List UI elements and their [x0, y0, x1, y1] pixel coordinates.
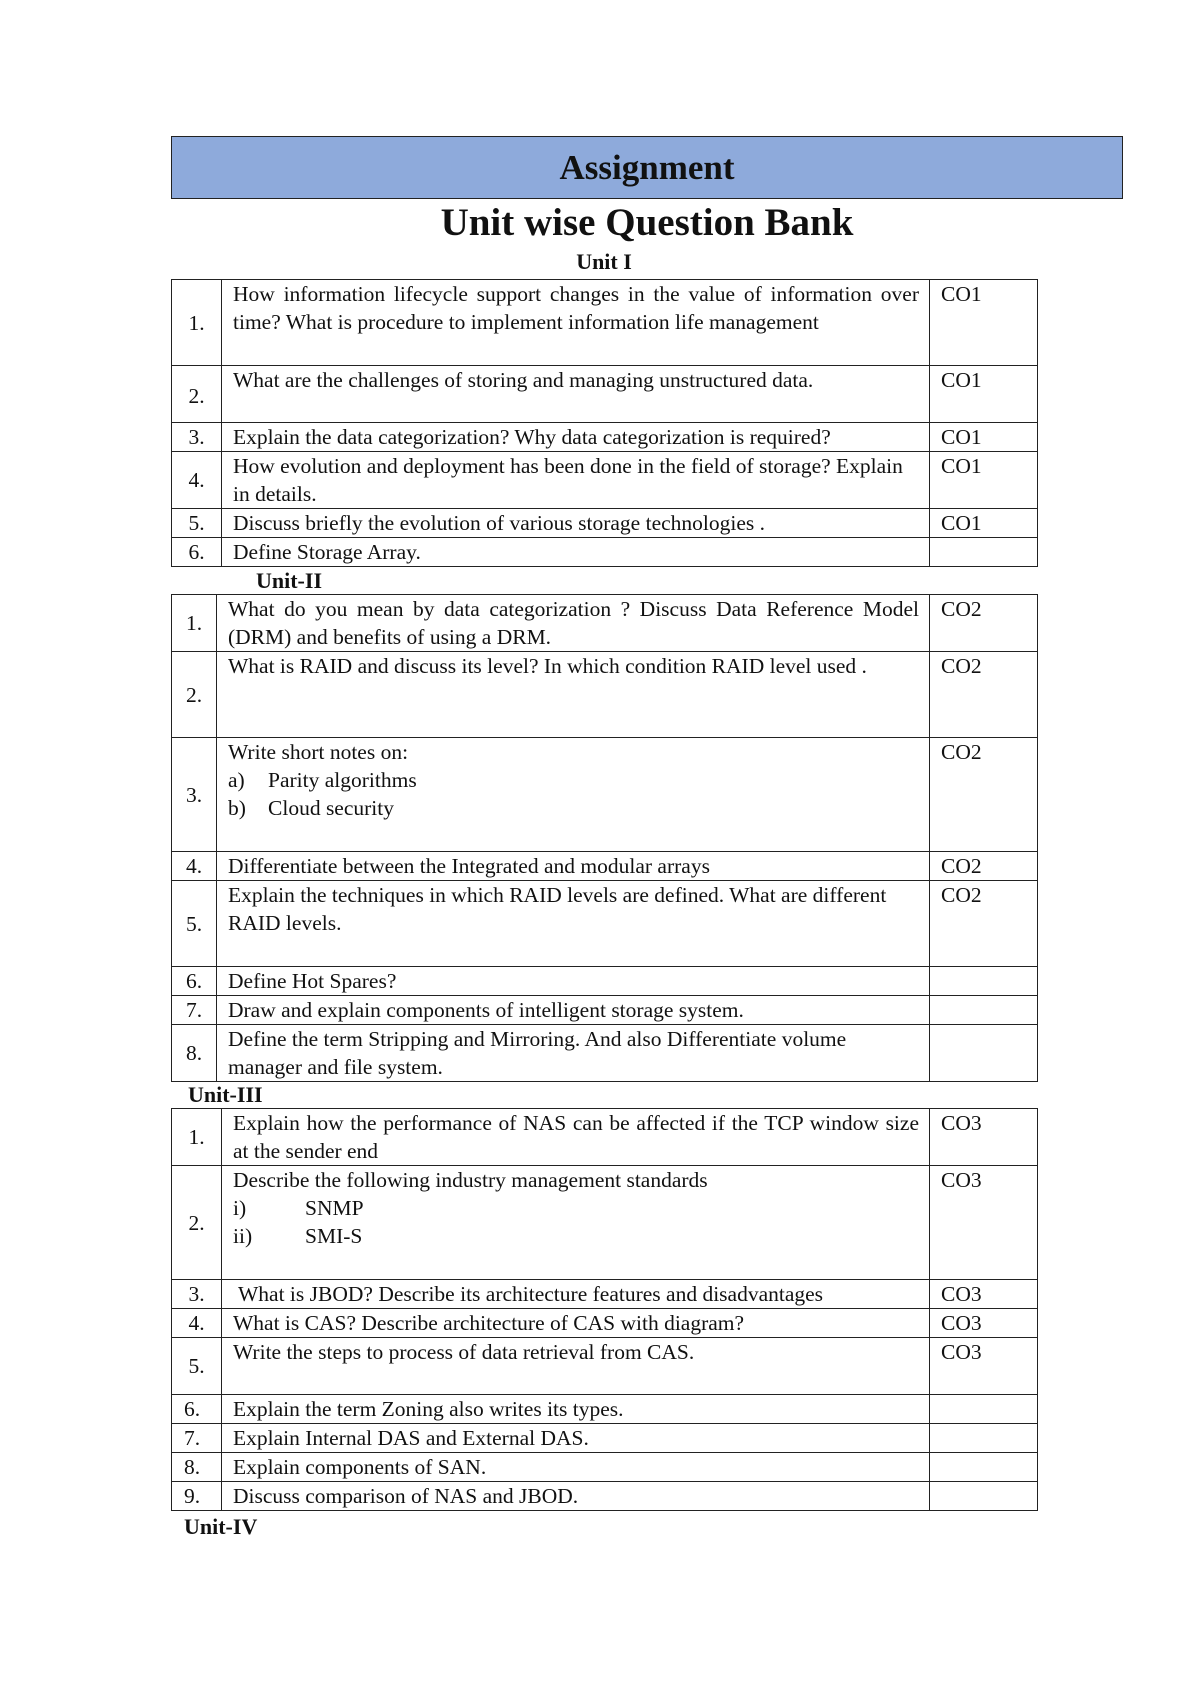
assignment-banner [171, 136, 1123, 199]
table-row [172, 1395, 1038, 1424]
table-row [172, 1025, 1038, 1082]
question-number: 2. [172, 652, 217, 738]
question-number: 6. [172, 538, 222, 567]
question-number: 6. [172, 1395, 222, 1424]
course-outcome [930, 996, 1038, 1025]
course-outcome: CO1 [930, 366, 1038, 423]
table-row [172, 509, 1038, 538]
table-row [172, 366, 1038, 423]
question-text: Write the steps to process of data retrieval from CAS. [222, 1338, 930, 1395]
question-text: Explain the techniques in which RAID levels are defined. What are different RAID levels. [217, 881, 930, 967]
course-outcome [930, 1025, 1038, 1082]
question-number: 4. [172, 1309, 222, 1338]
sub-item [233, 1194, 919, 1222]
unit-heading: Unit I [576, 249, 632, 274]
sub-item-marker: i) [233, 1196, 247, 1220]
question-text: Discuss comparison of NAS and JBOD. [222, 1482, 930, 1511]
question-number: 4. [172, 852, 217, 881]
question-text: Explain components of SAN. [222, 1453, 930, 1482]
sub-item-marker: b) [228, 796, 246, 820]
course-outcome [930, 538, 1038, 567]
question-text: Define Storage Array. [222, 538, 930, 567]
question-text: How information lifecycle support changes in the value of information over time? What is procedure to implement information life management [222, 280, 930, 366]
course-outcome [930, 1482, 1038, 1511]
question-number: 8. [172, 1453, 222, 1482]
question-text: What do you mean by data categorization ? Discuss Data Reference Model (DRM) and benefits of using a DRM. [217, 595, 930, 652]
question-number: 5. [172, 509, 222, 538]
question-intro: Write short notes on: [228, 740, 409, 764]
question-number: 1. [172, 595, 217, 652]
table-row [172, 452, 1038, 509]
table-row [172, 280, 1038, 366]
course-outcome: CO2 [930, 852, 1038, 881]
question-number: 1. [172, 280, 222, 366]
question-number: 5. [172, 1338, 222, 1395]
question-text: What is CAS? Describe architecture of CAS with diagram? [222, 1309, 930, 1338]
question-number: 6. [172, 967, 217, 996]
question-text: Differentiate between the Integrated and modular arrays [217, 852, 930, 881]
course-outcome [930, 1424, 1038, 1453]
sub-item [228, 766, 919, 794]
question-text: Discuss briefly the evolution of various storage technologies . [222, 509, 930, 538]
table-row [172, 1424, 1038, 1453]
unit-heading: Unit-II [256, 568, 323, 593]
table-row [172, 1109, 1038, 1166]
question-number: 7. [172, 1424, 222, 1453]
question-text [222, 1166, 930, 1280]
course-outcome: CO2 [930, 738, 1038, 852]
table-row [172, 738, 1038, 852]
page-title: Unit wise Question Bank [440, 201, 854, 244]
question-text: What is RAID and discuss its level? In which condition RAID level used . [217, 652, 930, 738]
course-outcome [930, 1453, 1038, 1482]
course-outcome [930, 967, 1038, 996]
question-text: Explain Internal DAS and External DAS. [222, 1424, 930, 1453]
question-number: 2. [172, 1166, 222, 1280]
question-number: 3. [172, 738, 217, 852]
course-outcome: CO2 [930, 595, 1038, 652]
sub-item-text: Parity algorithms [268, 768, 417, 792]
question-number: 9. [172, 1482, 222, 1511]
unit-heading: Unit-III [188, 1082, 263, 1107]
question-text [217, 738, 930, 852]
banner-title: Assignment [559, 147, 735, 187]
question-number: 2. [172, 366, 222, 423]
course-outcome: CO3 [930, 1280, 1038, 1309]
question-table [171, 279, 1038, 567]
question-text: Draw and explain components of intelligent storage system. [217, 996, 930, 1025]
table-row [172, 1166, 1038, 1280]
course-outcome: CO1 [930, 509, 1038, 538]
table-row [172, 967, 1038, 996]
sub-item-text: Cloud security [268, 796, 394, 820]
sub-item-marker: a) [228, 768, 245, 792]
table-row [172, 1338, 1038, 1395]
sub-item-text: SMI-S [305, 1224, 363, 1248]
table-row [172, 996, 1038, 1025]
course-outcome: CO3 [930, 1338, 1038, 1395]
table-row [172, 423, 1038, 452]
question-number: 5. [172, 881, 217, 967]
sub-item [228, 794, 919, 822]
table-row [172, 1280, 1038, 1309]
question-number: 1. [172, 1109, 222, 1166]
question-number: 3. [172, 1280, 222, 1309]
unit-heading: Unit-IV [184, 1514, 258, 1539]
question-text: Explain the data categorization? Why data categorization is required? [222, 423, 930, 452]
table-row [172, 1453, 1038, 1482]
course-outcome: CO1 [930, 280, 1038, 366]
course-outcome [930, 1395, 1038, 1424]
table-row [172, 652, 1038, 738]
sub-item [233, 1222, 919, 1250]
question-number: 4. [172, 452, 222, 509]
question-text: What is JBOD? Describe its architecture features and disadvantages [222, 1280, 930, 1309]
question-text: Define Hot Spares? [217, 967, 930, 996]
course-outcome: CO3 [930, 1166, 1038, 1280]
sub-item-marker: ii) [233, 1224, 253, 1248]
table-row [172, 538, 1038, 567]
course-outcome: CO2 [930, 652, 1038, 738]
question-text: Explain how the performance of NAS can be affected if the TCP window size at the sender end [222, 1109, 930, 1166]
table-row [172, 881, 1038, 967]
question-table [171, 594, 1038, 1082]
question-text: What are the challenges of storing and managing unstructured data. [222, 366, 930, 423]
question-text: Define the term Stripping and Mirroring. And also Differentiate volume manager and file system. [217, 1025, 930, 1082]
question-text: How evolution and deployment has been done in the field of storage? Explain in details. [222, 452, 930, 509]
course-outcome: CO3 [930, 1109, 1038, 1166]
question-intro: Describe the following industry management standards [233, 1168, 708, 1192]
table-row [172, 595, 1038, 652]
sub-item-text: SNMP [305, 1196, 364, 1220]
course-outcome: CO1 [930, 423, 1038, 452]
question-text: Explain the term Zoning also writes its types. [222, 1395, 930, 1424]
course-outcome: CO1 [930, 452, 1038, 509]
table-row [172, 852, 1038, 881]
table-row [172, 1309, 1038, 1338]
table-row [172, 1482, 1038, 1511]
question-number: 3. [172, 423, 222, 452]
course-outcome: CO2 [930, 881, 1038, 967]
question-table [171, 1108, 1038, 1511]
question-number: 8. [172, 1025, 217, 1082]
question-number: 7. [172, 996, 217, 1025]
course-outcome: CO3 [930, 1309, 1038, 1338]
